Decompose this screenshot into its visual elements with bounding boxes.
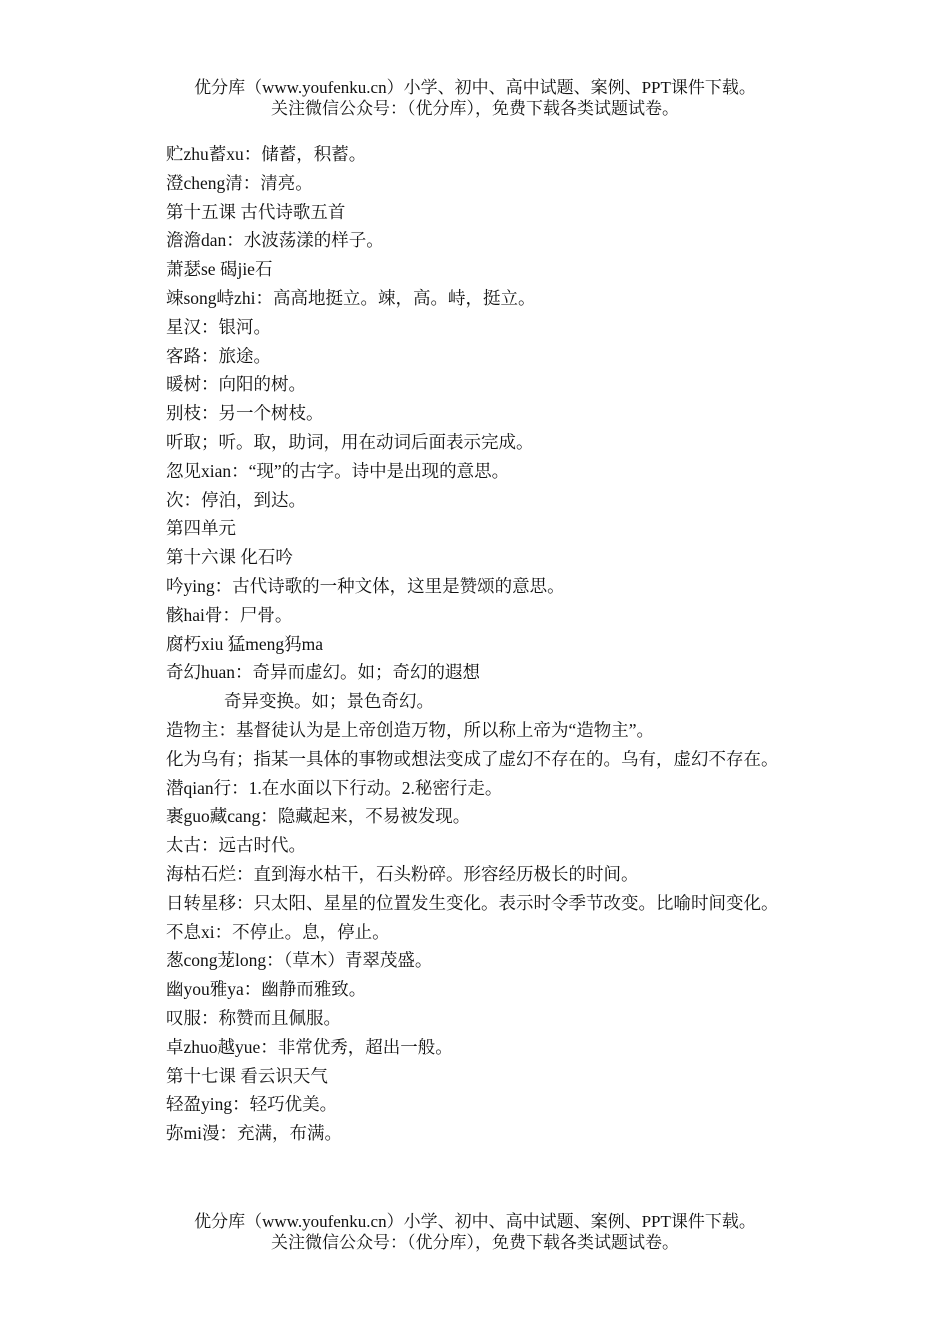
text-line: 竦song峙zhi：高高地挺立。竦，高。峙，挺立。 [166, 287, 536, 308]
text-line: 萧瑟se 碣jie石 [166, 259, 273, 280]
text-line: 海枯石烂：直到海水枯干，石头粉碎。形容经历极长的时间。 [166, 863, 639, 884]
unit-heading: 第四单元 [166, 518, 236, 539]
header-line-1: 优分库（www.youfenku.cn）小学、初中、高中试题、案例、PPT课件下载。 [194, 78, 756, 97]
header-line-2: 关注微信公众号：（优分库），免费下载各类试题试卷。 [271, 99, 679, 118]
text-line: 听取；听。取，助词，用在动词后面表示完成。 [166, 431, 534, 452]
lesson-heading: 第十七课 看云识天气 [166, 1065, 328, 1086]
page-footer [0, 1211, 950, 1253]
footer-line-1: 优分库（www.youfenku.cn）小学、初中、高中试题、案例、PPT课件下载。 [194, 1212, 756, 1231]
text-line-indented: 奇异变换。如；景色奇幻。 [224, 691, 434, 712]
text-line: 潜qian行：1.在水面以下行动。2.秘密行走。 [166, 777, 503, 798]
text-line: 别枝：另一个树枝。 [166, 403, 324, 424]
text-line: 轻盈ying：轻巧优美。 [166, 1094, 338, 1115]
text-line: 卓zhuo越yue：非常优秀，超出一般。 [166, 1036, 453, 1057]
text-line: 裹guo藏cang：隐藏起来，不易被发现。 [166, 806, 471, 827]
text-line: 葱cong茏long：（草木）青翠茂盛。 [166, 950, 433, 971]
text-line: 贮zhu蓄xu：储蓄，积蓄。 [166, 144, 367, 164]
text-line: 日转星移：只太阳、星星的位置发生变化。表示时令季节改变。比喻时间变化。 [166, 892, 779, 913]
text-line: 弥mi漫：充满，布满。 [166, 1123, 342, 1144]
text-line: 太古：远古时代。 [166, 835, 306, 856]
text-line: 澄cheng清：清亮。 [166, 172, 313, 193]
text-line: 造物主：基督徒认为是上帝创造万物，所以称上帝为“造物主”。 [166, 719, 655, 740]
document-body [166, 140, 791, 1148]
text-line: 腐朽xiu 猛meng犸ma [166, 633, 323, 654]
text-line: 叹服：称赞而且佩服。 [166, 1007, 341, 1028]
text-line: 忽见xian：“现”的古字。诗中是出现的意思。 [166, 460, 510, 481]
lesson-heading: 第十五课 古代诗歌五首 [166, 201, 346, 222]
text-line: 次：停泊，到达。 [166, 489, 306, 510]
text-line: 吟ying：古代诗歌的一种文体，这里是赞颂的意思。 [166, 575, 565, 596]
footer-line-2: 关注微信公众号：（优分库），免费下载各类试题试卷。 [271, 1233, 679, 1252]
page-header [0, 77, 950, 119]
text-line: 客路：旅途。 [166, 345, 271, 366]
text-line: 化为乌有；指某一具体的事物或想法变成了虚幻不存在的。乌有，虚幻不存在。 [166, 748, 779, 769]
text-line: 星汉：银河。 [166, 316, 271, 337]
text-line: 骸hai骨：尸骨。 [166, 604, 293, 625]
text-line: 澹澹dan：水波荡漾的样子。 [166, 230, 384, 251]
lesson-heading: 第十六课 化石吟 [166, 547, 293, 568]
text-line: 奇幻huan：奇异而虚幻。如；奇幻的遐想 [166, 662, 481, 683]
text-line: 幽you雅ya：幽静而雅致。 [166, 979, 367, 1000]
text-line: 不息xi：不停止。息，停止。 [166, 921, 390, 942]
text-line: 暖树：向阳的树。 [166, 374, 306, 395]
